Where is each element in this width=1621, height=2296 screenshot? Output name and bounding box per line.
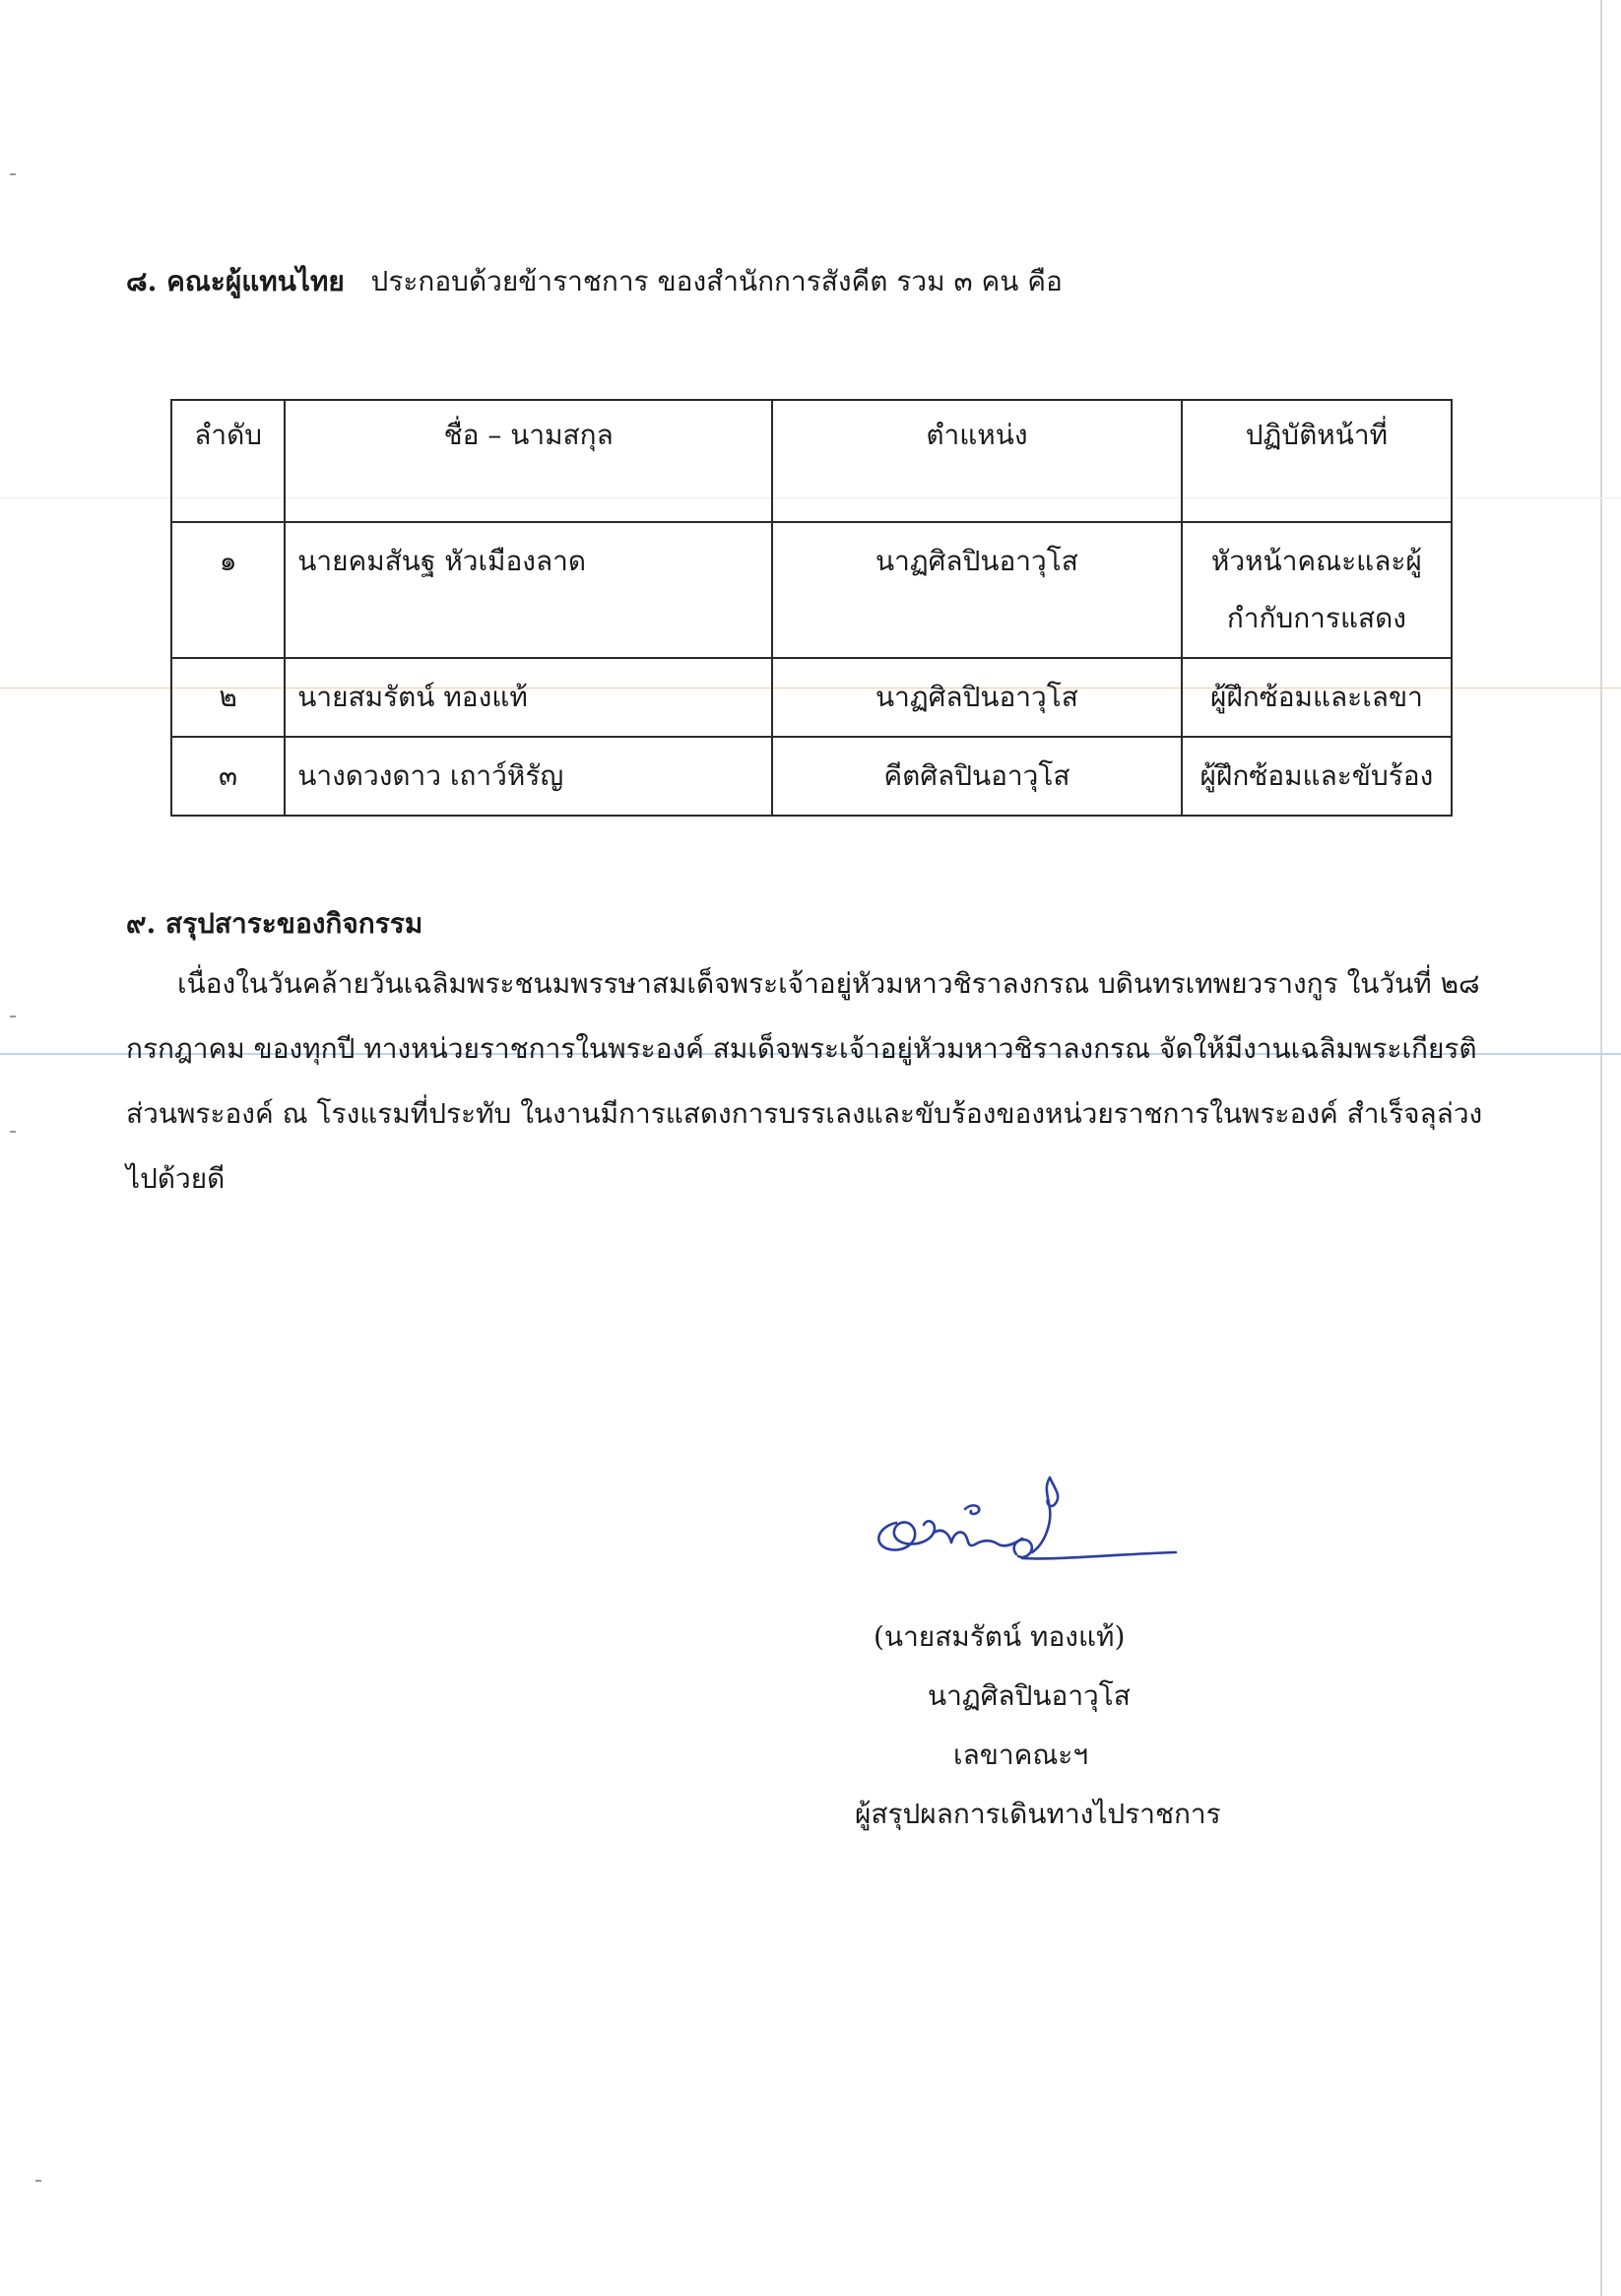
representatives-table [170, 399, 1453, 817]
cell-name: นางดวงดาว เถาว์หิรัญ [285, 737, 772, 816]
cell-order: ๓ [171, 737, 285, 816]
scan-mark [10, 173, 16, 175]
header-order: ลำดับ [171, 400, 285, 522]
cell-duty: หัวหน้าคณะและผู้กำกับการแสดง [1182, 522, 1452, 658]
cell-duty: ผู้ฝึกซ้อมและขับร้อง [1182, 737, 1452, 816]
scan-edge [1600, 0, 1602, 2296]
section-9-heading: ๙. สรุปสาระของกิจกรรม [126, 907, 423, 940]
table-header-row [171, 400, 1452, 522]
cell-name: นายคมสันฐ หัวเมืองลาด [285, 522, 772, 658]
header-duty: ปฏิบัติหน้าที่ [1182, 400, 1452, 522]
section-9-paragraph-text: เนื่องในวันคล้ายวันเฉลิมพระชนมพรรษาสมเด็จพระเจ้าอยู่หัวมหาวชิราลงกรณ บดินทรเทพยวรางกูร ในวันที่ ๒๘ กรกฎาคม ของทุกปี ทางหน่วยราชการในพระองค์ สมเด็จพระเจ้าอยู่หัวมหาวชิราลงกรณ จัดให้มีงานเฉลิมพระเกียรติส่วนพระองค์ ณ โรงแรมที่ประทับ ในงานมีการแสดงการบรรเลงและขับร้องของหน่วยราชการในพระองค์ สำเร็จลุล่วงไปด้วยดี [126, 967, 1483, 1195]
section-8-line [126, 262, 1063, 301]
signer-position: นาฏศิลปินอาวุโส [928, 1679, 1131, 1712]
cell-name: นายสมรัตน์ ทองแท้ [285, 658, 772, 737]
section-8-text: ประกอบด้วยข้าราชการ ของสำนักการสังคีต รวม ๓ คน คือ [370, 265, 1063, 297]
section-8-heading: ๘. คณะผู้แทนไทย [126, 265, 345, 297]
signer-name: (นายสมรัตน์ ทองแท้) [874, 1620, 1126, 1653]
table-row [171, 658, 1452, 737]
handwritten-signature [869, 1466, 1184, 1594]
signer-role: เลขาคณะฯ [953, 1738, 1089, 1771]
table-row [171, 522, 1452, 658]
section-9-paragraph [126, 951, 1489, 1212]
signer-title: ผู้สรุปผลการเดินทางไปราชการ [855, 1798, 1221, 1830]
scan-mark [10, 1016, 16, 1017]
cell-position: นาฏศิลปินอาวุโส [772, 658, 1182, 737]
cell-position: คีตศิลปินอาวุโส [772, 737, 1182, 816]
cell-position: นาฏศิลปินอาวุโส [772, 522, 1182, 658]
scan-mark [35, 2180, 41, 2182]
scan-mark [10, 1131, 16, 1133]
cell-duty: ผู้ฝึกซ้อมและเลขา [1182, 658, 1452, 737]
table-row [171, 737, 1452, 816]
cell-order: ๒ [171, 658, 285, 737]
header-position: ตำแหน่ง [772, 400, 1182, 522]
cell-order: ๑ [171, 522, 285, 658]
header-name: ชื่อ – นามสกุล [285, 400, 772, 522]
